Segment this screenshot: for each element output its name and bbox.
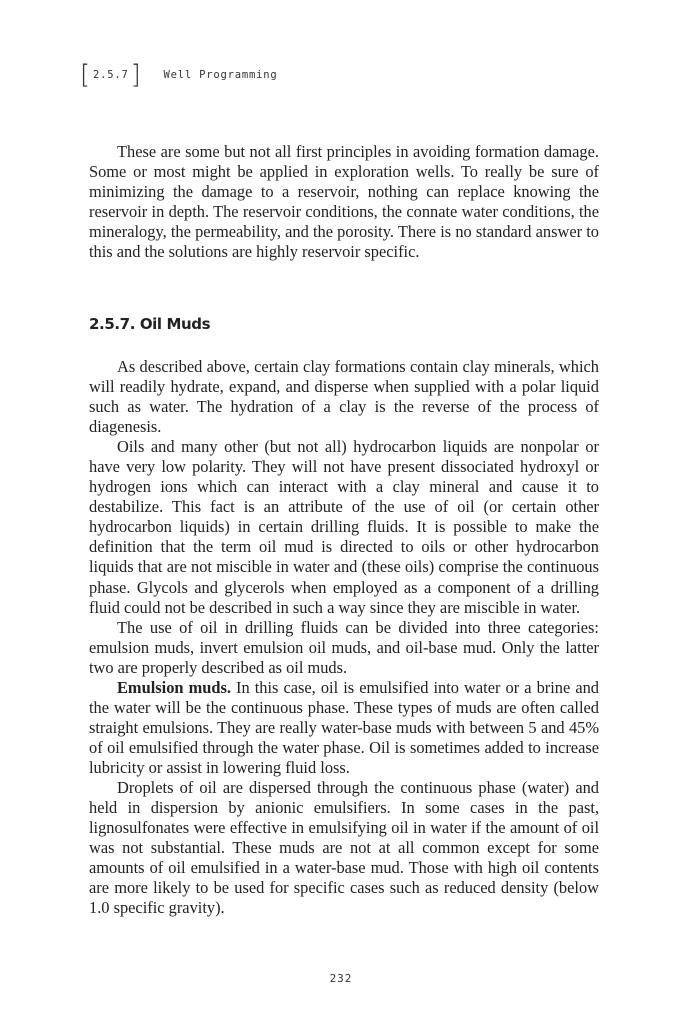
intro-paragraph: These are some but not all first principles in avoiding formation damage. Some or most might be applied in exploration wells. To really be sure of minimizing the damage to a reservoir, nothing can replace knowing the reservoir in depth. The reservoir conditions, the connate water conditions, the mineralogy, the permeability, and the porosity. There is no standard answer to this and the solutions are highly reservoir specific. xyxy=(89,142,599,262)
paragraph-categories: The use of oil in drilling fluids can be divided into three categories: emulsion muds, invert emulsion oil muds, and oil-base mud. Only the latter two are properly described as oil muds. xyxy=(89,617,599,677)
section-body xyxy=(89,357,599,918)
page-number: 232 xyxy=(329,972,353,985)
running-head-title: Well Programming xyxy=(163,69,278,81)
paragraph-droplets: Droplets of oil are dispersed through the continuous phase (water) and held in dispersion by anionic emulsifiers. In some cases in the past, lignosulfonates were effective in emulsifying oil in water if the amount of oil was not substantial. These muds are not at all common except for some amounts of oil emulsified in a water-base mud. Those with high oil contents are more likely to be used for specific cases such as reduced density (below 1.0 specific gravity). xyxy=(89,777,599,918)
intro-block xyxy=(89,142,599,262)
paragraph-emulsion-muds xyxy=(89,678,599,778)
running-head-section-number: 2.5.7 xyxy=(92,69,129,81)
emulsion-muds-run-in-head: Emulsion muds. xyxy=(117,677,231,697)
running-head xyxy=(80,62,277,88)
right-bracket: ] xyxy=(130,60,142,90)
left-bracket: [ xyxy=(80,60,91,90)
paragraph-nonpolar-oils: Oils and many other (but not all) hydrocarbon liquids are nonpolar or have very low polarity. They will not have present dissociated hydroxyl or hydrogen ions which can interact with a clay mineral and cause it to destabilize. This fact is an attribute of the use of oil (or certain other hydrocarbon liquids) in certain drilling fluids. It is possible to make the definition that the term oil mud is directed to oils or other hydrocarbon liquids that are not miscible in water and (these oils) comprise the continuous phase. Glycols and glycerols when employed as a component of a drilling fluid could not be described in such a way since they are miscible in water. xyxy=(89,437,599,617)
emulsion-muds-text: In this case, oil is emulsified into water or a brine and the water will be the continuous phase. These types of muds are often called straight emulsions. They are really water-base muds with between 5 and 45% of oil emulsified through the water phase. Oil is sometimes added to increase lubricity or assist in lowering fluid loss. xyxy=(89,677,599,777)
section-heading: 2.5.7. Oil Muds xyxy=(89,315,211,333)
paragraph-clay-hydration: As described above, certain clay formations contain clay minerals, which will readily hydrate, expand, and disperse when supplied with a polar liquid such as water. The hydration of a clay is the reverse of the process of diagenesis. xyxy=(89,357,599,437)
